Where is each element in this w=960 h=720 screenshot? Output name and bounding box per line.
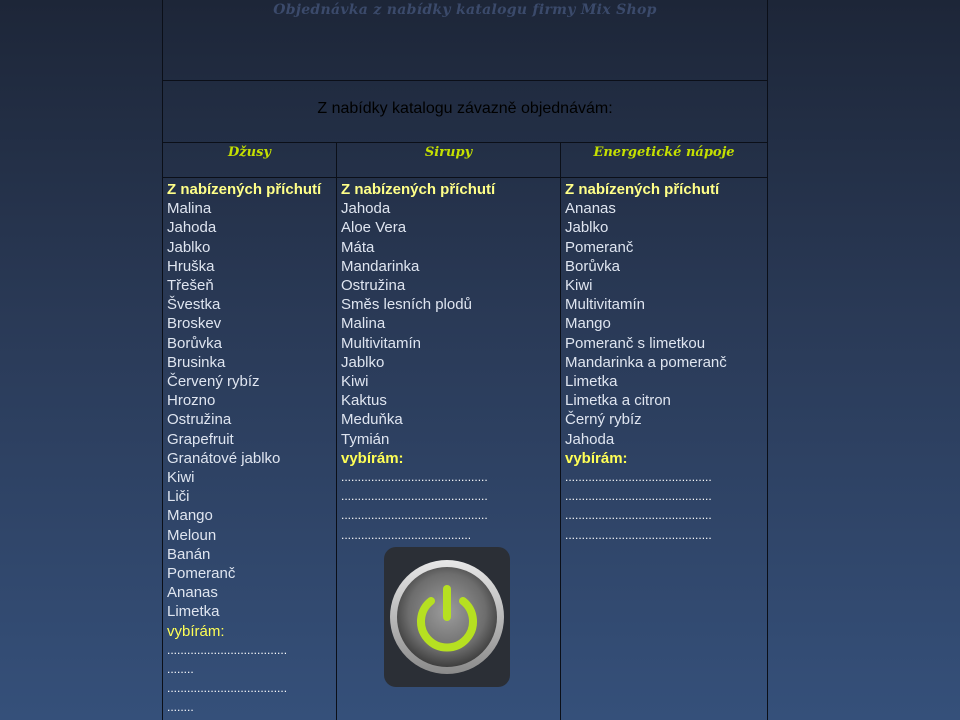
list-item: Švestka — [167, 296, 221, 314]
divider — [163, 142, 767, 143]
fill-in-line[interactable]: ............................................ — [565, 508, 712, 523]
list-item: Ananas — [565, 200, 616, 218]
list-item: Ananas — [167, 584, 218, 602]
power-button[interactable] — [384, 547, 510, 687]
list-item: Aloe Vera — [341, 219, 407, 237]
fill-in-line[interactable]: ....................................... — [341, 527, 472, 542]
list-item: Jablko — [341, 353, 385, 371]
list-item: Kiwi — [167, 469, 195, 487]
list-item: Borůvka — [565, 257, 621, 275]
list-item: Multivitamín — [341, 334, 422, 352]
list-item: Pomeranč — [167, 565, 236, 583]
choose-label: vybírám: — [341, 449, 404, 467]
order-title: Z nabídky katalogu závazně objednávám: — [317, 100, 613, 117]
list-item: Tymián — [341, 430, 390, 448]
order-sheet — [162, 0, 768, 720]
column-title-energy: Energetické nápoje — [593, 145, 735, 160]
column-head: Z nabízených příchutí — [341, 181, 496, 198]
list-item: Limetka — [565, 373, 618, 391]
column-head: Z nabízených příchutí — [565, 181, 720, 198]
list-item: Černý rybíz — [565, 411, 642, 429]
list-item: Mandarinka — [341, 257, 420, 275]
list-item: Kaktus — [341, 392, 387, 410]
column-divider — [560, 142, 561, 720]
fill-in-line[interactable]: ............................................ — [565, 489, 712, 504]
list-item: Pomeranč — [565, 238, 634, 256]
fill-in-line[interactable]: ............................................ — [565, 527, 712, 542]
fill-in-line[interactable]: .................................... — [167, 681, 288, 696]
fill-in-line[interactable]: ............................................ — [341, 489, 488, 504]
list-item: Ostružina — [167, 411, 232, 429]
list-item: Limetka a citron — [565, 392, 671, 410]
list-item: Jablko — [167, 238, 211, 256]
divider — [163, 177, 767, 178]
choose-label: vybírám: — [565, 449, 628, 467]
list-item: Brusinka — [167, 353, 226, 371]
list-item: Meloun — [167, 526, 217, 544]
column-title-juices: Džusy — [228, 145, 271, 160]
list-item: Máta — [341, 238, 375, 256]
column-head: Z nabízených příchutí — [167, 181, 322, 198]
list-item: Jahoda — [565, 430, 615, 448]
list-item: Malina — [341, 315, 386, 333]
list-item: Hruška — [167, 257, 215, 275]
list-item: Mandarinka a pomeranč — [565, 353, 727, 371]
list-item: Třešeň — [167, 277, 214, 295]
energy-column — [565, 180, 763, 545]
list-item: Jahoda — [167, 219, 217, 237]
list-item: Limetka — [167, 603, 220, 621]
list-item: Pomeranč s limetkou — [565, 334, 706, 352]
fill-in-line[interactable]: ........ — [167, 700, 194, 715]
list-item: Granátové jablko — [167, 449, 281, 467]
syrups-column — [341, 180, 557, 545]
list-item: Banán — [167, 545, 211, 563]
list-item: Červený rybíz — [167, 373, 260, 391]
fill-in-line[interactable]: ............................................ — [565, 470, 712, 485]
list-item: Jahoda — [341, 200, 391, 218]
choose-label: vybírám: — [167, 622, 225, 640]
list-item: Broskev — [167, 315, 222, 333]
list-item: Kiwi — [341, 373, 369, 391]
list-item: Malina — [167, 200, 212, 218]
juices-column — [167, 180, 333, 718]
column-title-syrups: Sirupy — [424, 145, 473, 160]
fill-in-line[interactable]: ............................................ — [341, 470, 488, 485]
list-item: Jablko — [565, 219, 609, 237]
list-item: Směs lesních plodů — [341, 296, 472, 314]
list-item: Liči — [167, 488, 190, 506]
list-item: Multivitamín — [565, 296, 646, 314]
list-item: Grapefruit — [167, 430, 234, 448]
list-item: Ostružina — [341, 277, 406, 295]
fill-in-line[interactable]: ........ — [167, 662, 194, 677]
column-divider — [336, 142, 337, 720]
list-item: Mango — [565, 315, 611, 333]
fill-in-line[interactable]: .................................... — [167, 642, 288, 657]
list-item: Hrozno — [167, 392, 216, 410]
list-item: Borůvka — [167, 334, 223, 352]
list-item: Kiwi — [565, 277, 593, 295]
fill-in-line[interactable]: ............................................ — [341, 508, 488, 523]
shop-title: Objednávka z nabídky katalogu firmy Mix Shop — [273, 2, 657, 18]
list-item: Mango — [167, 507, 213, 525]
list-item: Meduňka — [341, 411, 403, 429]
divider — [163, 80, 767, 81]
